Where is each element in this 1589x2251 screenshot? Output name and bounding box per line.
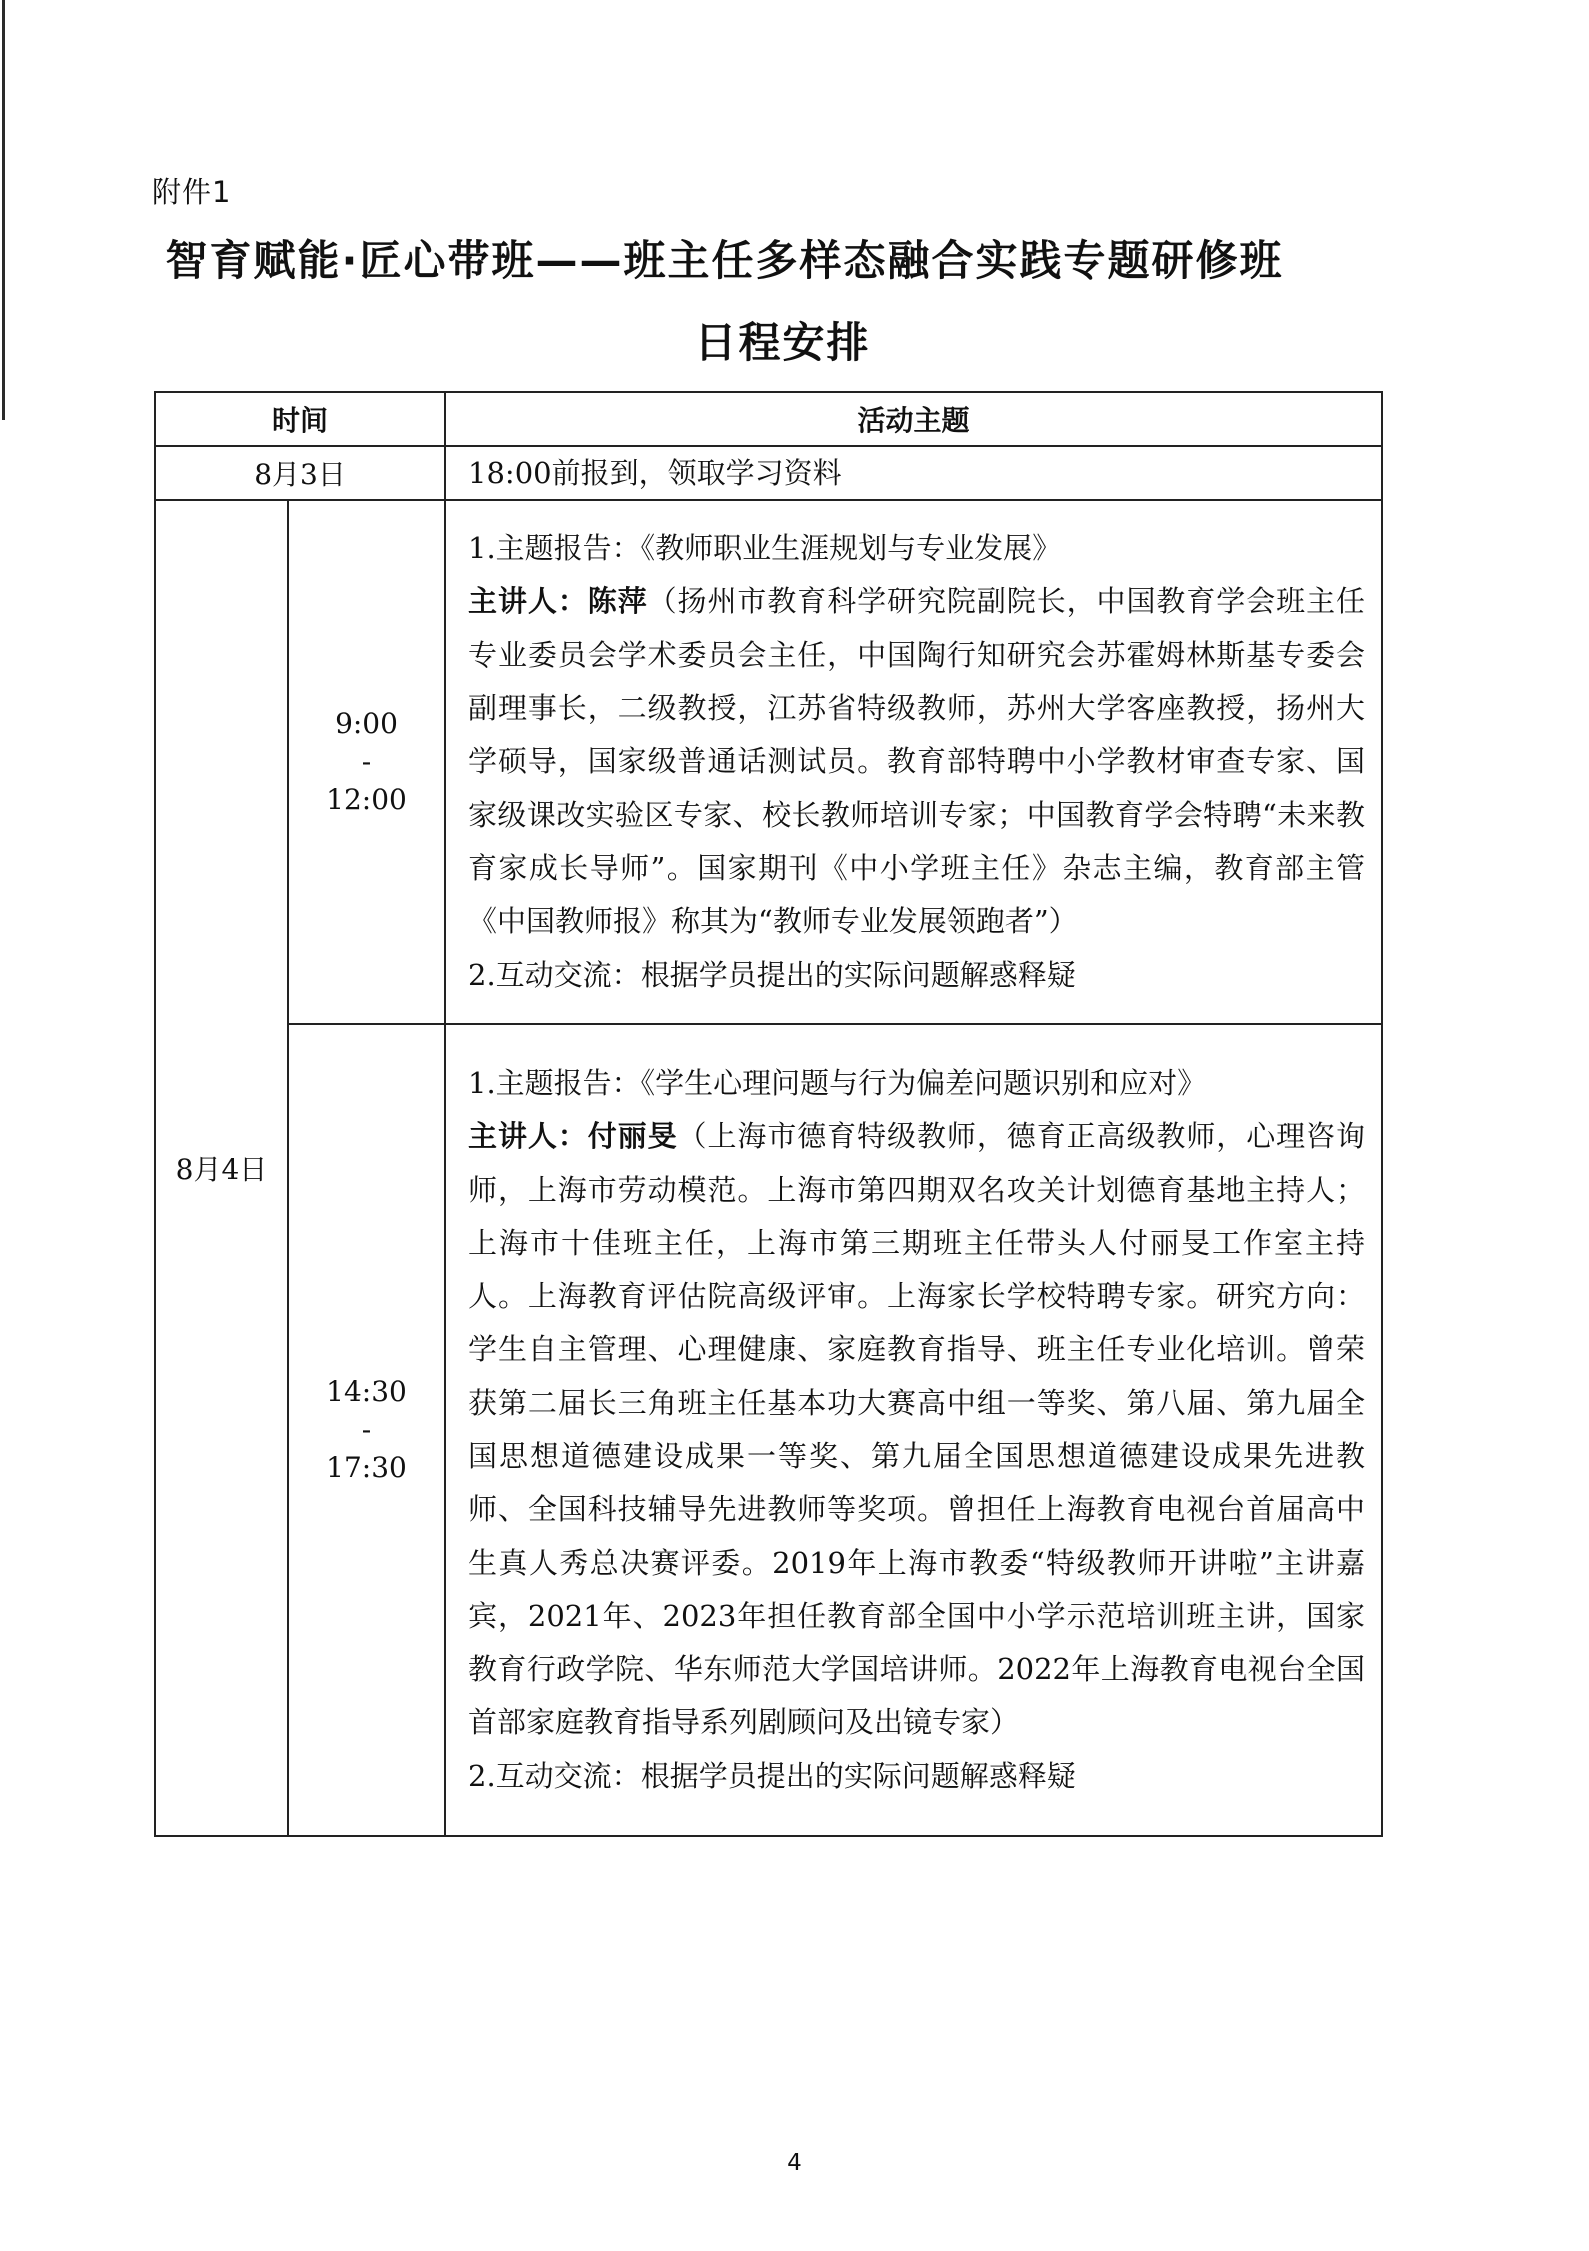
interaction-text: 根据学员提出的实际问题解惑释疑 — [640, 1758, 1076, 1793]
activity-cell: 18:00前报到，领取学习资料 — [445, 446, 1382, 500]
header-time: 时间 — [155, 392, 445, 446]
speaker-label: 主讲人：付丽旻 — [468, 1119, 678, 1154]
table-row — [155, 446, 1382, 500]
speaker-bio: （扬州市教育科学研究院副院长，中国教育学会班主任专业委员会学术委员会主任，中国陶行知研究会苏霍姆林斯基专委会副理事长，二级教授，江苏省特级教师，苏州大学客座教授，扬州大学硕导，国家级普通话测试员。教育部特聘中小学教材审查专家、国家级课改实验区专家、校长教师培训专家；中国教育学会特聘“未来教育家成长导师”。国家期刊《中小学班主任》杂志主编，教育部主管《中国教师报》称其为“教师专业发展领跑者”） — [468, 584, 1366, 939]
time-end: 12:00 — [326, 783, 407, 816]
time-cell — [288, 500, 445, 1024]
time-cell — [288, 1024, 445, 1836]
document-title: 智育赋能·匠心带班——班主任多样态融合实践专题研修班 — [165, 236, 1284, 285]
speaker-info — [468, 575, 1365, 948]
time-start: 9:00 — [335, 707, 398, 740]
time-dash: - — [361, 745, 372, 778]
table-row — [155, 1024, 1382, 1836]
interaction-label: 2.互动交流： — [468, 957, 641, 992]
speaker-info — [468, 1110, 1365, 1750]
table-row — [155, 500, 1382, 1024]
time-end: 17:30 — [326, 1451, 407, 1484]
table-header-row — [155, 392, 1382, 446]
activity-cell — [445, 500, 1382, 1024]
interaction-line — [468, 949, 1365, 1002]
activity-cell — [445, 1024, 1382, 1836]
date-cell: 8月4日 — [155, 500, 288, 1836]
speaker-label: 主讲人：陈萍 — [468, 584, 648, 619]
time-start: 14:30 — [326, 1375, 407, 1408]
header-activity: 活动主题 — [445, 392, 1382, 446]
document-subtitle: 日程安排 — [694, 318, 871, 367]
interaction-text: 根据学员提出的实际问题解惑释疑 — [640, 957, 1076, 992]
speaker-bio: （上海市德育特级教师，德育正高级教师，心理咨询师，上海市劳动模范。上海市第四期双名攻关计划德育基地主持人；上海市十佳班主任，上海市第三期班主任带头人付丽旻工作室主持人。上海教育评估院高级评审。上海家长学校特聘专家。研究方向：学生自主管理、心理健康、家庭教育指导、班主任专业化培训。曾荣获第二届长三角班主任基本功大赛高中组一等奖、第八届、第九届全国思想道德建设成果一等奖、第九届全国思想道德建设成果先进教师、全国科技辅导先进教师等奖项。曾担任上海教育电视台首届高中生真人秀总决赛评委。2019年上海市教委“特级教师开讲啦”主讲嘉宾，2021年、2023年担任教育部全国中小学示范培训班主讲，国家教育行政学院、华东师范大学国培讲师。2022年上海教育电视台全国首部家庭教育指导系列剧顾问及出镜专家） — [468, 1119, 1366, 1740]
attachment-label: 附件1 — [152, 175, 232, 209]
page-number: 4 — [787, 2150, 802, 2176]
interaction-label: 2.互动交流： — [468, 1758, 641, 1793]
schedule-table — [154, 391, 1383, 1837]
time-dash: - — [361, 1413, 372, 1446]
session-topic: 1.主题报告：《学生心理问题与行为偏差问题识别和应对》 — [468, 1065, 1207, 1100]
session-topic: 1.主题报告：《教师职业生涯规划与专业发展》 — [468, 531, 1062, 566]
date-cell: 8月3日 — [155, 446, 445, 500]
interaction-line — [468, 1750, 1365, 1803]
